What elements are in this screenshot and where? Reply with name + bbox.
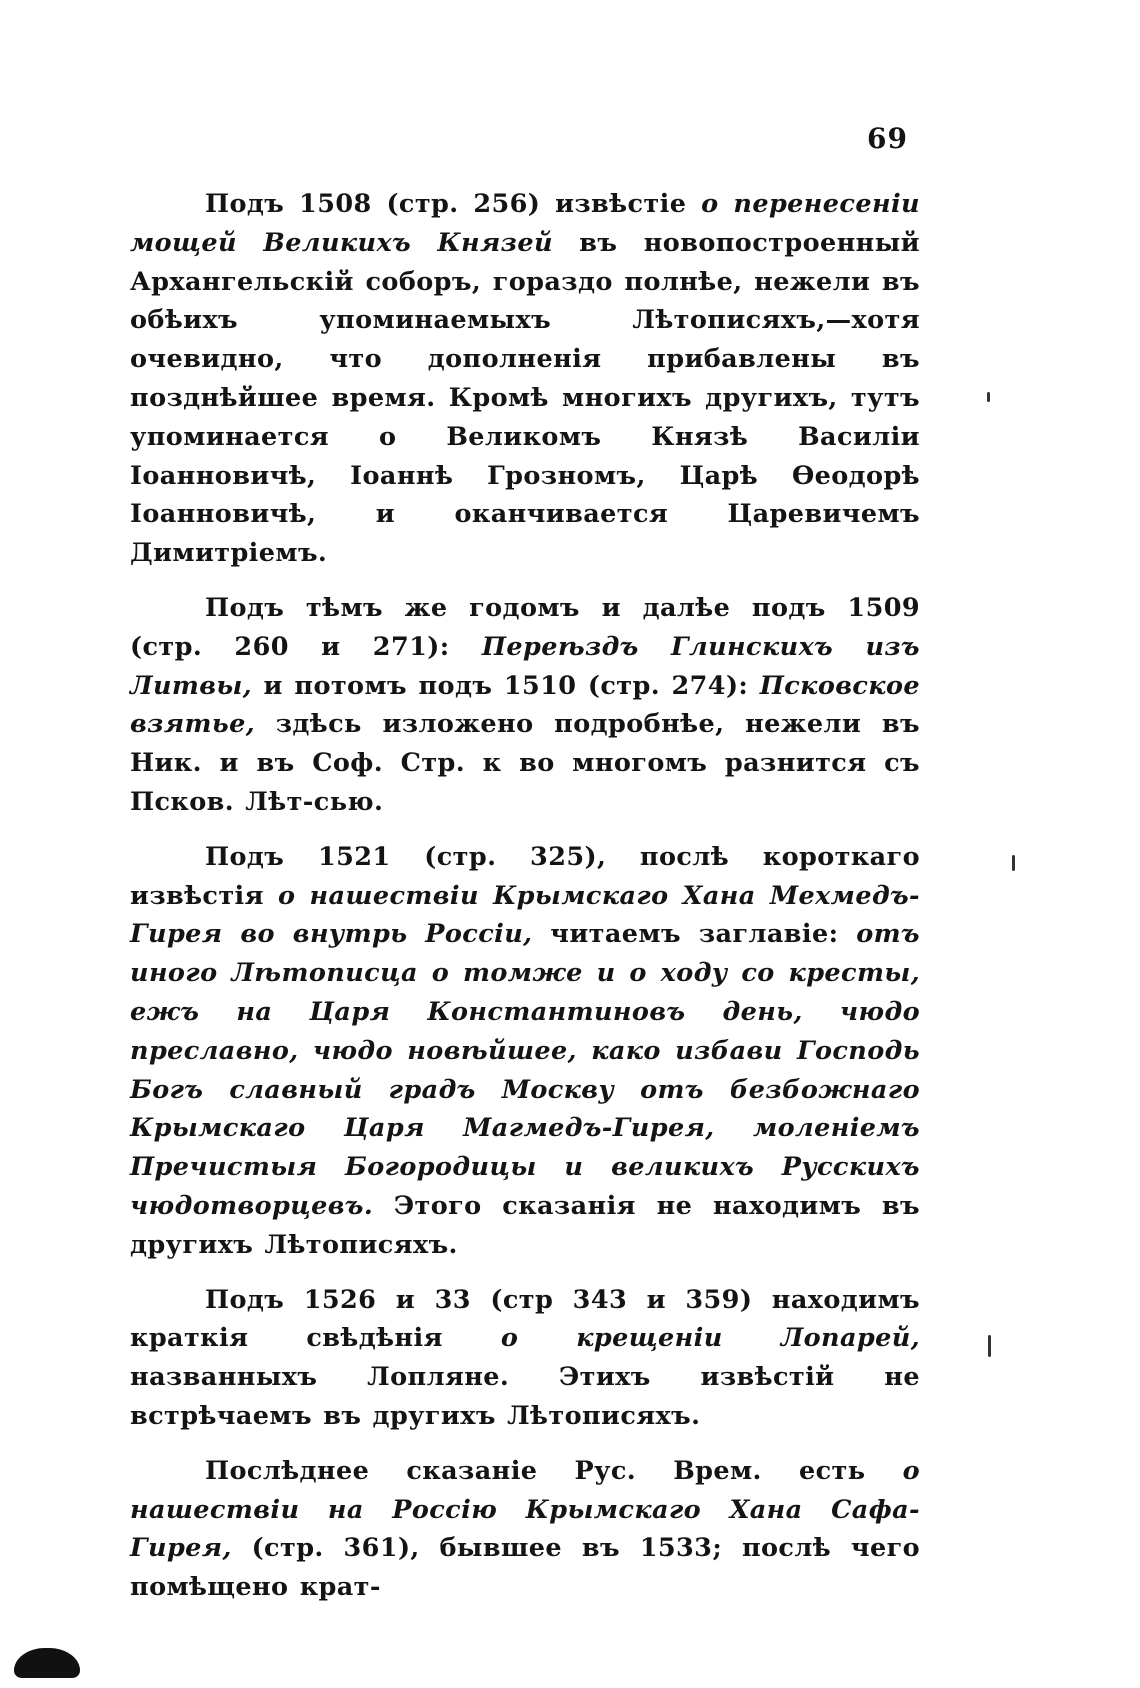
italic-segment: о нашествіи Крымскаго Хана Мехмедъ-Гирея во внутрь Россіи,: [130, 880, 920, 950]
page-number: 69: [867, 122, 908, 155]
italic-segment: отъ иного Лѣтописца о томже и о ходу со кресты, ежъ на Царя Константиновъ день, чюдо преславно, чюдо новѣйшее, како избави Господь Богъ славный градъ Москву отъ безбожнаго Крымскаго Царя Магмедъ-Гирея, моленіемъ Пречистыя Богородицы и великихъ Русскихъ чюдотворцевъ.: [130, 919, 920, 1221]
paragraph-4: [130, 1281, 920, 1436]
text-segment: Подъ 1521 (стр. 325), послѣ короткаго извѣстія: [130, 841, 920, 911]
paragraph-1: [130, 185, 920, 573]
text-segment: названныхъ Лопляне. Этихъ извѣстій не встрѣчаемъ въ другихъ Лѣтописяхъ.: [130, 1362, 920, 1431]
text-segment: Подъ 1526 и 33 (стр 343 и 359) находимъ краткія свѣдѣнія: [130, 1284, 920, 1354]
italic-segment: о нашествіи на Россію Крымскаго Хана Сафа-Гирея,: [130, 1455, 920, 1564]
italic-segment: о крещеніи Лопарей,: [500, 1323, 920, 1354]
text-segment: Этого сказанія не находимъ въ другихъ Лѣтописяхъ.: [130, 1190, 920, 1260]
body-text: [130, 185, 920, 1623]
text-segment: читаемъ заглавіе:: [532, 919, 857, 950]
text-segment: въ новопостроенный Архангельскій соборъ, гораздо полнѣе, нежели въ обѣихъ упоминаемыхъ Лѣтописяхъ,—хотя очевидно, что дополненія прибавлены въ позднѣйшее время. Кромѣ многихъ другихъ, тутъ упоминается о Великомъ Князѣ Василіи Іоанновичѣ, Іоаннѣ Грозномъ, Царѣ Ѳеодорѣ Іоанновичѣ, и оканчивается Царевичемъ Димитріемъ.: [130, 227, 921, 569]
scan-speck: [988, 1335, 991, 1357]
scan-speck: [987, 392, 990, 402]
paragraph-5: [130, 1452, 920, 1607]
italic-segment: Псковское взятье,: [130, 670, 920, 740]
paragraph-3: [130, 838, 920, 1265]
text-segment: Подъ 1508 (стр. 256) извѣстіе: [205, 189, 702, 219]
text-segment: и потомъ подъ 1510 (стр. 274):: [252, 670, 760, 701]
text-segment: (стр. 361), бывшее въ 1533; послѣ чего помѣщено крат-: [130, 1533, 920, 1603]
italic-segment: о перенесеніи мощей Великихъ Князей: [130, 189, 920, 258]
scan-ink-blot: [14, 1648, 80, 1678]
text-segment: здѣсь изложено подробнѣе, нежели въ Ник. и въ Соф. Стр. к во многомъ разнится съ Псков. Лѣт-сью.: [130, 709, 920, 817]
text-segment: Послѣднее сказаніе Рус. Врем. есть: [205, 1455, 903, 1486]
text-segment: Подъ тѣмъ же годомъ и далѣе подъ 1509 (стр. 260 и 271):: [130, 592, 920, 662]
scan-speck: [1012, 855, 1015, 871]
italic-segment: Переѣздъ Глинскихъ изъ Литвы,: [130, 631, 920, 701]
paragraph-2: [130, 589, 920, 822]
